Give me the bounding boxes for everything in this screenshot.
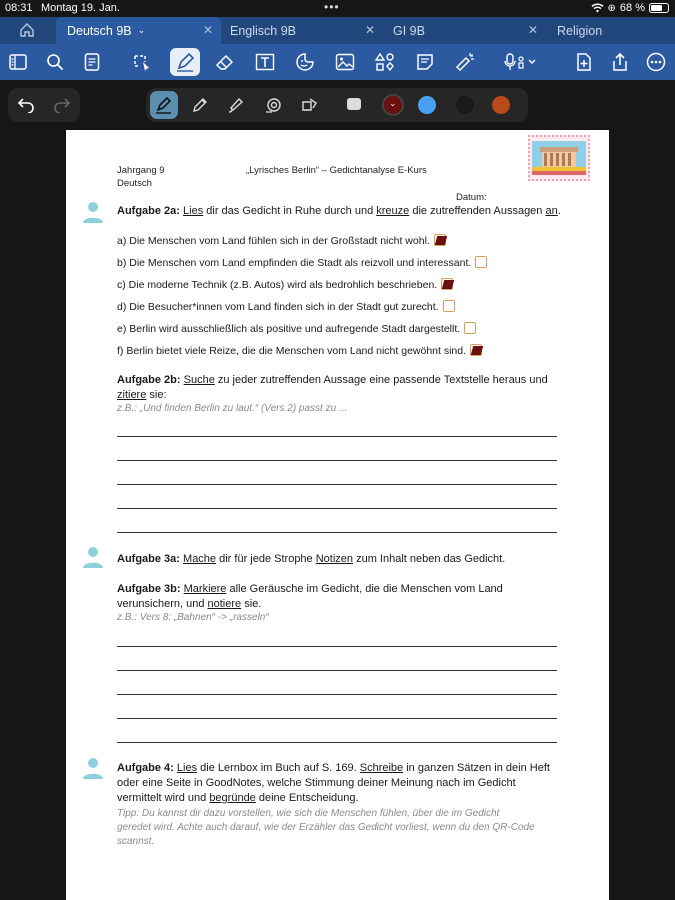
task-4-hint <box>117 807 535 849</box>
task-text: deine Entscheidung. <box>255 792 359 804</box>
color-black[interactable] <box>456 96 474 114</box>
answer-line[interactable] <box>117 718 557 719</box>
tab-gi-9b[interactable] <box>383 17 546 44</box>
person-icon <box>82 757 104 781</box>
tab-label: Englisch 9B <box>230 23 297 38</box>
brush-pen-icon[interactable] <box>224 93 248 117</box>
answer-line[interactable] <box>117 646 557 647</box>
main-toolbar <box>0 44 675 80</box>
pen-options-bar <box>0 88 675 124</box>
verb-mache: Mache <box>183 553 217 565</box>
statement-e <box>117 322 476 335</box>
task-text: alle Geräusche im Gedicht, die die Menschen vom Land <box>226 583 503 595</box>
task-2b-instruction <box>117 373 557 403</box>
task-label: Aufgabe 3b: <box>117 583 181 595</box>
more-icon[interactable] <box>644 50 668 74</box>
task-text: oder eine Seite in GoodNotes, welche Stimmung deiner Meinung nach im Gedicht <box>117 777 516 789</box>
textbox-icon[interactable] <box>253 50 277 74</box>
task-text: die zutreffenden Aussagen <box>409 205 546 217</box>
checkbox[interactable] <box>470 344 482 356</box>
pen-settings-group <box>146 88 528 122</box>
answer-line[interactable] <box>117 532 557 533</box>
tab-englisch-9b[interactable] <box>221 17 383 44</box>
redo-icon[interactable] <box>50 93 74 117</box>
header-title: „Lyrisches Berlin“ – Gedichtanalyse E-Kurs <box>246 165 427 176</box>
close-icon[interactable]: ✕ <box>202 23 213 37</box>
checkbox[interactable] <box>464 322 476 334</box>
verb-schreibe: Schreibe <box>359 762 404 774</box>
share-icon[interactable] <box>608 50 632 74</box>
task-text: . <box>557 205 561 217</box>
verb-suche: Suche <box>183 374 215 386</box>
chevron-down-icon: ⌄ <box>389 98 397 108</box>
verb-markiere: Markiere <box>183 583 227 595</box>
orientation-lock-icon: ⊕ <box>607 2 616 14</box>
document-page[interactable] <box>66 130 609 900</box>
fountain-pen-icon[interactable] <box>150 91 178 119</box>
laser-icon[interactable] <box>453 50 477 74</box>
task-3b-hint: z.B.: Vers 8: „Bahnen“ -> „rasseln“ <box>117 612 269 623</box>
statement-c <box>117 278 453 291</box>
berlin-sticker-image <box>528 135 590 181</box>
pen-tool-button[interactable] <box>170 48 200 76</box>
tab-label: GI 9B <box>393 23 425 38</box>
hint-line: geredet wird. Achte auch darauf, wie der Erzähler das Gedicht vorliest, wenn du den QR-Code <box>117 822 535 833</box>
hint-line: Tipp: Du kannst dir dazu vorstellen, wie sich die Menschen fühlen, über die im Gedicht <box>117 808 500 819</box>
verb-lies: Lies <box>183 205 204 217</box>
color-blue[interactable] <box>418 96 436 114</box>
chevron-down-icon[interactable]: ⌄ <box>137 25 146 35</box>
statement-text: c) Die moderne Technik (z.B. Autos) wird als bedrohlich beschrieben. <box>117 279 438 291</box>
hint-line: scannst. <box>117 836 155 847</box>
close-icon[interactable]: ✕ <box>527 23 538 37</box>
task-text: dir für jede Strophe <box>216 553 316 565</box>
statement-text: d) Die Besucher*innen vom Land finden sich in der Stadt gut zurecht. <box>117 301 439 313</box>
tab-religion[interactable] <box>546 17 675 44</box>
date-label: Datum: <box>456 192 487 203</box>
header-grade: Jahrgang 9 <box>117 165 165 176</box>
verb-zitiere: zitiere <box>117 389 147 401</box>
task-3b-instruction <box>117 582 557 612</box>
checkbox[interactable] <box>475 256 487 268</box>
multitasking-dots[interactable]: ••• <box>324 0 340 14</box>
person-icon <box>82 546 104 570</box>
person-icon <box>82 201 104 225</box>
task-2b-hint: z.B.: „Und finden Berlin zu laut.“ (Vers 2) passt zu ... <box>117 403 348 414</box>
stroke-width-icon[interactable] <box>347 98 361 110</box>
note-icon[interactable] <box>413 50 437 74</box>
task-text: verunsichern, und <box>117 598 208 610</box>
task-label: Aufgabe 2b: <box>117 374 181 386</box>
statement-f <box>117 344 482 357</box>
task-text: in ganzen Sätzen in dein Heft <box>403 762 550 774</box>
shape-recognition-icon[interactable] <box>298 93 322 117</box>
eraser-icon[interactable] <box>213 50 237 74</box>
statement-text: a) Die Menschen vom Land fühlen sich in der Großstadt nicht wohl. <box>117 235 430 247</box>
task-text: dir das Gedicht in Ruhe durch und <box>203 205 377 217</box>
header-subject: Deutsch <box>117 178 152 189</box>
clock: 08:31 <box>5 2 33 14</box>
statement-b <box>117 256 487 269</box>
task-label: Aufgabe 4: <box>117 762 174 774</box>
answer-line[interactable] <box>117 436 557 437</box>
verb-begruende: begründe <box>209 792 256 804</box>
checkbox[interactable] <box>434 234 446 246</box>
verb-notiere: notiere <box>207 598 242 610</box>
draw-and-hold-icon[interactable] <box>262 93 286 117</box>
home-icon[interactable] <box>18 22 36 38</box>
microphone-icon[interactable] <box>501 50 541 74</box>
task-text: vermittelt wird und <box>117 792 210 804</box>
task-text: die Lernbox im Buch auf S. 169. <box>197 762 360 774</box>
search-icon[interactable] <box>43 50 67 74</box>
verb-kreuze: kreuze <box>376 205 410 217</box>
document-icon[interactable] <box>80 50 104 74</box>
checkbox[interactable] <box>443 300 455 312</box>
tab-label: Deutsch 9B <box>67 23 132 38</box>
add-page-icon[interactable] <box>572 50 596 74</box>
checkbox[interactable] <box>441 278 453 290</box>
answer-line[interactable] <box>117 742 557 743</box>
statement-a <box>117 234 446 247</box>
answer-line[interactable] <box>117 484 557 485</box>
answer-line[interactable] <box>117 460 557 461</box>
ballpoint-pen-icon[interactable] <box>188 93 212 117</box>
undo-redo-group <box>8 88 80 122</box>
tab-deutsch-9b[interactable] <box>56 17 221 44</box>
verb-lies: Lies <box>176 762 198 774</box>
tab-bar <box>0 17 675 44</box>
tab-label: Religion <box>557 23 603 38</box>
task-text: zum Inhalt neben das Gedicht. <box>353 553 506 565</box>
answer-line[interactable] <box>117 694 557 695</box>
shapes-icon[interactable] <box>373 50 397 74</box>
close-icon[interactable]: ✕ <box>364 23 375 37</box>
task-text: sie: <box>146 389 167 401</box>
sidebar-icon[interactable] <box>6 50 30 74</box>
task-text: zu jeder zutreffenden Aussage eine passende Textstelle heraus und <box>214 374 548 386</box>
status-bar <box>0 0 675 17</box>
lasso-icon[interactable] <box>130 50 154 74</box>
task-4-instruction <box>117 761 567 806</box>
verb-an: an <box>545 205 558 217</box>
color-orange[interactable] <box>492 96 510 114</box>
sticker-icon[interactable] <box>293 50 317 74</box>
battery-icon <box>649 3 669 13</box>
color-dark-red[interactable] <box>382 94 404 116</box>
statement-text: e) Berlin wird ausschließlich als positive und aufregende Stadt dargestellt. <box>117 323 461 335</box>
task-label: Aufgabe 3a: <box>117 553 180 565</box>
task-label: Aufgabe 2a: <box>117 205 180 217</box>
wifi-icon <box>591 3 604 13</box>
statement-text: b) Die Menschen vom Land empfinden die Stadt als reizvoll und interessant. <box>117 257 472 269</box>
undo-icon[interactable] <box>14 93 38 117</box>
verb-notizen: Notizen <box>315 553 354 565</box>
battery-percent: 68 % <box>619 2 645 14</box>
image-icon[interactable] <box>333 50 357 74</box>
statement-text: f) Berlin bietet viele Reize, die die Menschen vom Land nicht gewöhnt sind. <box>117 345 467 357</box>
date: Montag 19. Jan. <box>41 2 120 14</box>
task-2a-instruction <box>117 204 587 219</box>
task-3a-instruction <box>117 552 557 567</box>
statement-d <box>117 300 455 313</box>
task-text: sie. <box>241 598 262 610</box>
answer-line[interactable] <box>117 508 557 509</box>
answer-line[interactable] <box>117 670 557 671</box>
